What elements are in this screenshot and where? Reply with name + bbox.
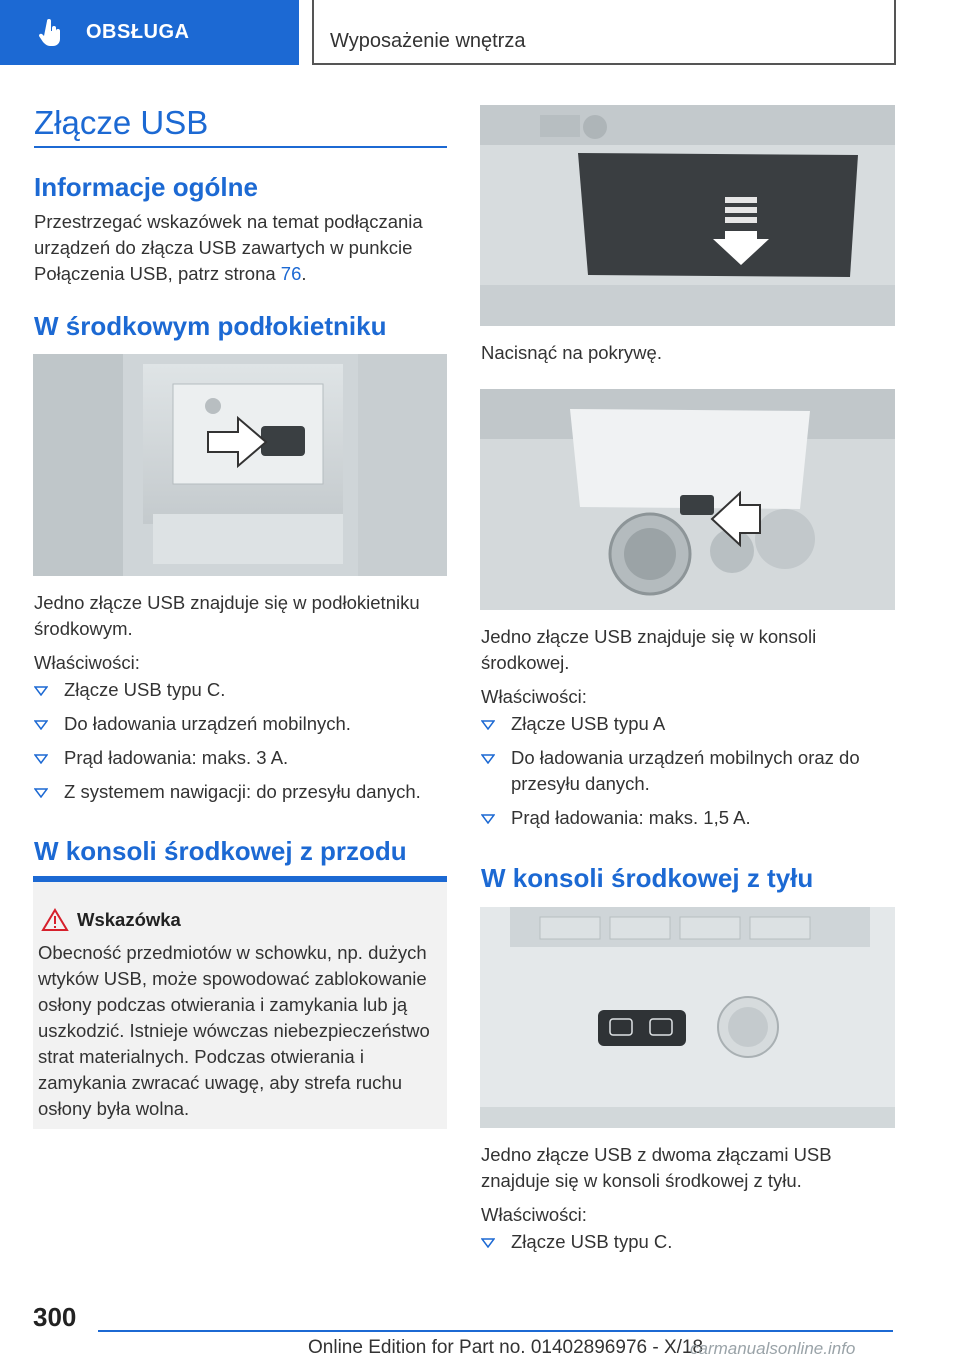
- armrest-usb-photo: [33, 354, 447, 576]
- heading-general: Informacje ogólne: [34, 172, 258, 202]
- bullet-triangle-icon: [34, 754, 48, 764]
- front-console-caption: Jedno złącze USB znajduje się w konsoli środkowej.: [481, 626, 817, 673]
- general-text-end: .: [301, 263, 307, 284]
- heading-armrest: W środkowym podłokietniku: [34, 311, 387, 341]
- list-item: [481, 805, 895, 831]
- front-console-usb-photo: [480, 389, 895, 610]
- list-item: [34, 779, 448, 805]
- watermark: carmanualsonline.info: [690, 1339, 856, 1358]
- page-link[interactable]: 76: [280, 263, 302, 284]
- heading-rear-console: W konsoli środkowej z tyłu: [481, 863, 814, 893]
- press-caption: Nacisnąć na pokrywę.: [481, 342, 662, 363]
- list-item: [34, 711, 448, 737]
- console-lid-photo: [480, 105, 895, 326]
- bullet-text: Do ładowania urządzeń mobilnych.: [64, 713, 351, 734]
- list-item: [481, 711, 895, 737]
- bullet-text: Do ładowania urządzeń mobilnych oraz do przesyłu danych.: [511, 747, 860, 794]
- chapter-title: Wyposażenie wnętrza: [330, 30, 526, 52]
- chapter-header: [312, 0, 896, 65]
- section-tab[interactable]: [0, 0, 299, 65]
- bullet-text: Prąd ładowania: maks. 3 A.: [64, 747, 289, 768]
- list-item: [481, 745, 895, 797]
- edition-text: Online Edition for Part no. 01402896976 - X/18: [308, 1337, 704, 1358]
- heading-front-console: W konsoli środkowej z przodu: [34, 836, 407, 866]
- list-item: [481, 1229, 895, 1255]
- section-label: OBSŁUGA: [86, 21, 190, 43]
- armrest-props-label: Właściwości:: [34, 652, 140, 673]
- rear-console-bullets: [481, 1229, 895, 1263]
- armrest-bullets: [34, 677, 448, 813]
- hand-pointer-icon: [38, 19, 64, 47]
- bullet-text: Złącze USB typu A: [511, 713, 666, 734]
- bullet-triangle-icon: [481, 754, 495, 764]
- bullet-triangle-icon: [34, 720, 48, 730]
- title-rule: [34, 146, 447, 148]
- armrest-caption: Jedno złącze USB znajduje się w podłokietniku środkowym.: [34, 592, 420, 639]
- general-text-body: Przestrzegać wskazówek na temat podłączania urządzeń do złącza USB zawartych w punkcie Połączenia USB, patrz strona: [34, 211, 423, 284]
- footer-rule: [98, 1330, 893, 1332]
- notice-text: Obecność przedmiotów w schowku, np. dużych wtyków USB, może spowodować zablokowanie osłony podczas otwierania i zamykania lub ją uszkodzić. Istnieje wówczas niebezpieczeństwo strat materialnych. Podczas otwierania i zamykania zwracać uwagę, aby strefa ruchu osłony była wolna.: [38, 942, 430, 1119]
- bullet-text: Złącze USB typu C.: [64, 679, 226, 700]
- rear-console-props-label: Właściwości:: [481, 1204, 587, 1225]
- front-console-bullets: [481, 711, 895, 839]
- page-number: 300: [33, 1302, 77, 1332]
- rear-console-usb-photo: [480, 907, 895, 1128]
- notice-title: Wskazówka: [77, 909, 181, 930]
- bullet-triangle-icon: [34, 686, 48, 696]
- general-text: [34, 209, 444, 287]
- rear-console-caption: Jedno złącze USB z dwoma złączami USB znajduje się w konsoli środkowej z tyłu.: [481, 1144, 832, 1191]
- notice-box: [33, 876, 447, 1129]
- bullet-triangle-icon: [481, 1238, 495, 1248]
- bullet-text: Złącze USB typu C.: [511, 1231, 673, 1252]
- bullet-triangle-icon: [34, 788, 48, 798]
- list-item: [34, 745, 448, 771]
- warning-triangle-icon: [41, 908, 69, 932]
- bullet-text: Z systemem nawigacji: do przesyłu danych.: [64, 781, 421, 802]
- bullet-triangle-icon: [481, 814, 495, 824]
- list-item: [34, 677, 448, 703]
- page-title: Złącze USB: [34, 104, 209, 141]
- front-console-props-label: Właściwości:: [481, 686, 587, 707]
- bullet-text: Prąd ładowania: maks. 1,5 A.: [511, 807, 751, 828]
- bullet-triangle-icon: [481, 720, 495, 730]
